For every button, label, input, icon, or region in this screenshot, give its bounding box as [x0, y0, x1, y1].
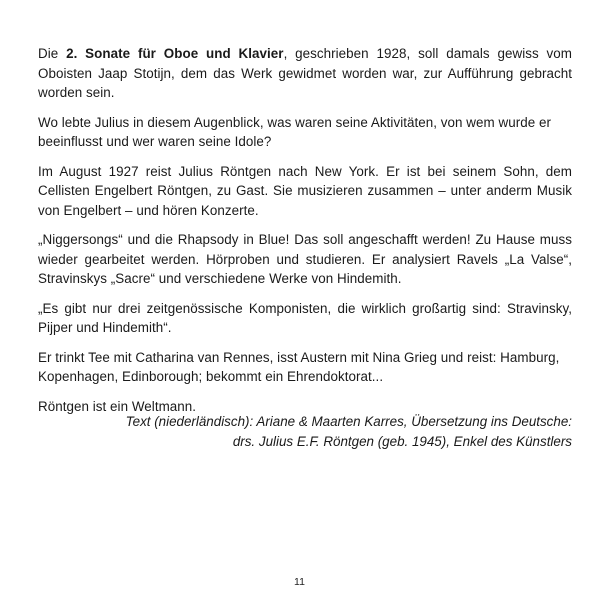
paragraph-travels: Er trinkt Tee mit Catharina van Rennes, isst Austern mit Nina Grieg und reist: Hamburg, Kopenhagen, Edinborough; bekommt ein Ehrendoktorat...: [38, 349, 560, 384]
credits-line-1: Text (niederländisch): Ariane & Maarten Karres, Übersetzung ins Deutsche:: [125, 414, 572, 429]
paragraph-rhapsody: „Niggersongs“ und die Rhapsody in Blue! Das soll angeschafft werden! Zu Hause muss wieder gearbeitet werden. Hörproben und studieren. Er analysiert Ravels „La Valse“, Stravinskys „Sacre“ und verschiedene Werke von Hindemith.: [38, 232, 572, 286]
paragraph-new-york: Im August 1927 reist Julius Röntgen nach New York. Er ist bei seinem Sohn, dem Cellisten Engelbert Röntgen, zu Gast. Sie musizieren zusammen – unter anderm Musik von Engelbert – und hören Konzerte.: [38, 163, 572, 218]
paragraph-sonata-intro-post: , geschrieben 1928, soll damals gewiss vom Oboisten Jaap Stotijn, dem das Werk gewidmet worden war, zur Aufführung gebracht worden sein.: [38, 46, 573, 100]
translation-credits: [32, 412, 572, 451]
paragraph-sonata-intro-pre: Die: [38, 46, 67, 61]
sonata-title: 2. Sonate für Oboe und Klavier: [66, 46, 284, 61]
paragraph-weltmann: Röntgen ist ein Weltmann.: [38, 398, 197, 414]
credits-line-2: drs. Julius E.F. Röntgen (geb. 1945), Enkel des Künstlers: [232, 433, 572, 449]
page-number: 11: [294, 576, 305, 588]
booklet-page-body: [38, 44, 572, 416]
paragraph-quote-composers: „Es gibt nur drei zeitgenössische Komponisten, die wirklich großartig sind: Stravinsky, Pijper und Hindemith“.: [38, 300, 572, 335]
paragraph-sonata-intro: [38, 44, 572, 103]
paragraph-questions: Wo lebte Julius in diesem Augenblick, was waren seine Aktivitäten, von wem wurde er beeinflusst und wer waren seine Idole?: [38, 114, 551, 149]
